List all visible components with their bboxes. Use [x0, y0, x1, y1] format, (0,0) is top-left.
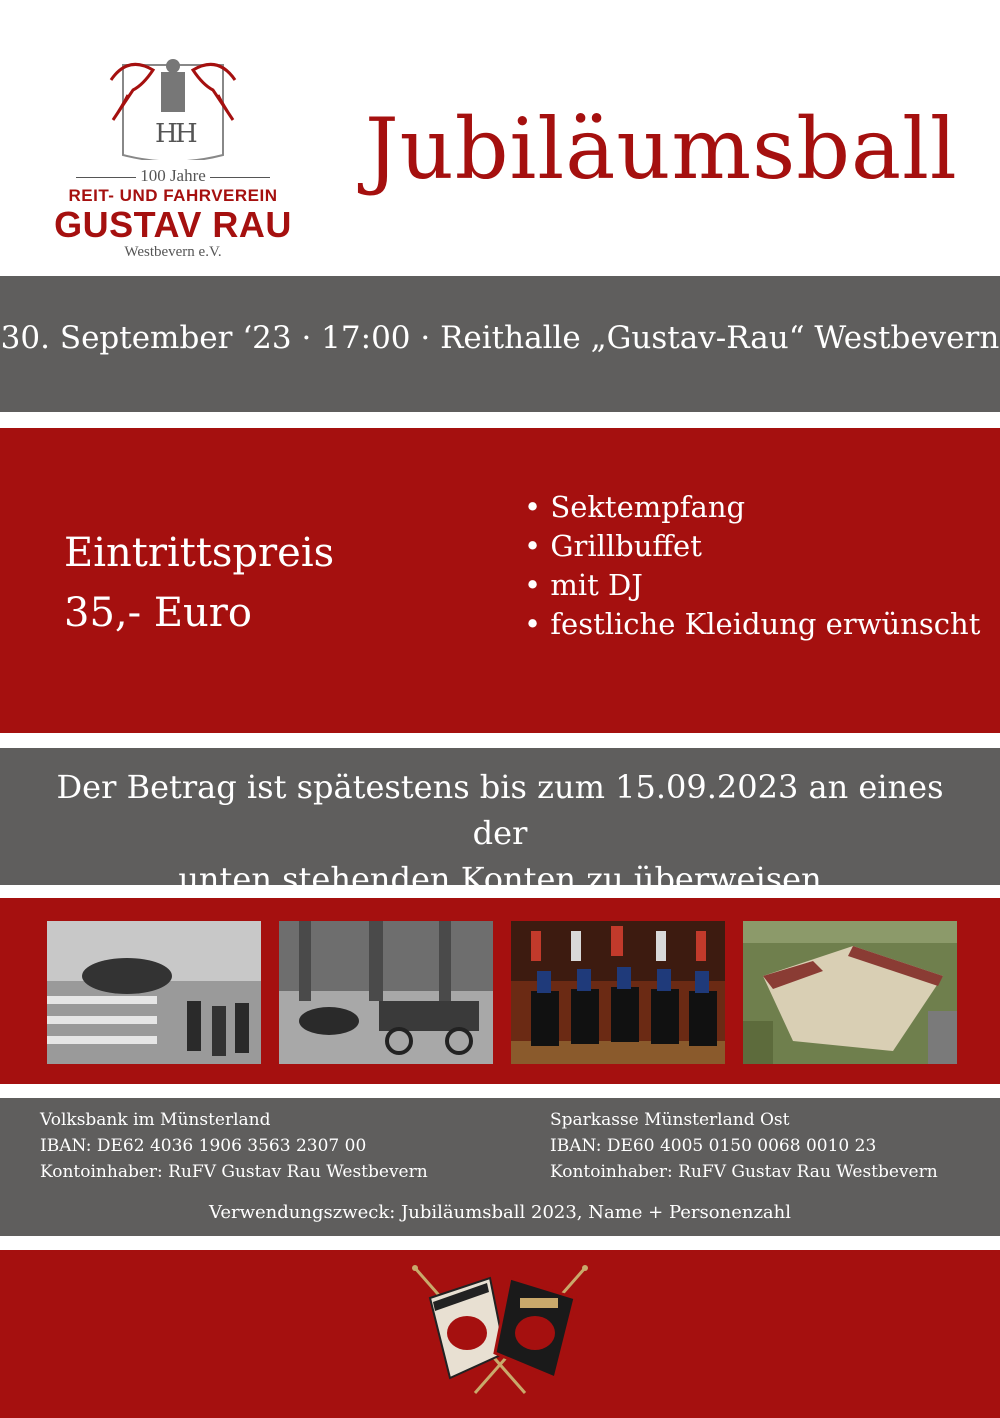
bank-iban: IBAN: DE62 4036 1906 3563 2307 00 [40, 1136, 367, 1156]
crossed-flags-icon [395, 1258, 605, 1398]
photo-arena-quadrille [511, 921, 725, 1064]
club-logo [48, 50, 298, 275]
price-block [64, 523, 334, 643]
logo-years: 100 Jahre [140, 166, 206, 185]
feature-item: • Grillbuffet [524, 527, 980, 566]
bank-name: Volksbank im Münsterland [40, 1110, 271, 1130]
price-band [0, 428, 1000, 733]
bank-name: Sparkasse Münsterland Ost [550, 1110, 790, 1130]
logo-place: Westbevern e.V. [124, 244, 222, 260]
photo-aerial-riding-hall [743, 921, 957, 1064]
horse-carriage-logo-icon [103, 50, 243, 160]
logo-main-name: GUSTAV RAU [54, 204, 292, 245]
feature-item: • mit DJ [524, 566, 980, 605]
page-title: Jubiläumsball [365, 100, 958, 198]
svg-text:H: H [155, 119, 178, 149]
price-amount: 35,- Euro [64, 590, 253, 636]
footer-band [0, 1250, 1000, 1418]
bank-holder: Kontoinhaber: RuFV Gustav Rau Westbevern [550, 1162, 938, 1182]
photo-show-jumping-historic [47, 921, 261, 1064]
photo-carriage-historic [279, 921, 493, 1064]
bank-iban: IBAN: DE60 4005 0150 0068 0010 23 [550, 1136, 877, 1156]
price-label: Eintrittspreis [64, 530, 335, 576]
bank-holder: Kontoinhaber: RuFV Gustav Rau Westbevern [40, 1162, 428, 1182]
feature-list [524, 488, 980, 644]
bank-account-sparkasse [550, 1107, 938, 1185]
feature-item: • festliche Kleidung erwünscht [524, 605, 980, 644]
event-info-band [0, 276, 1000, 412]
payment-purpose: Verwendungszweck: Jubiläumsball 2023, Name + Personenzahl [208, 1202, 792, 1223]
payment-note-line1: Der Betrag ist spätestens bis zum 15.09.2023 an eines der [56, 768, 944, 852]
payment-note [40, 764, 960, 902]
bank-account-volksbank [40, 1107, 428, 1185]
event-line: 30. September ‘23 · 17:00 · Reithalle „Gustav-Rau“ Westbevern [0, 320, 1000, 356]
logo-club-name: REIT- UND FAHRVEREIN [68, 186, 278, 205]
bank-details-band [0, 1098, 1000, 1236]
payment-note-line2: unten stehenden Konten zu überweisen [178, 860, 822, 898]
photo-band [0, 898, 1000, 1084]
payment-note-band [0, 748, 1000, 898]
svg-text:H: H [175, 119, 198, 149]
feature-item: • Sektempfang [524, 488, 980, 527]
